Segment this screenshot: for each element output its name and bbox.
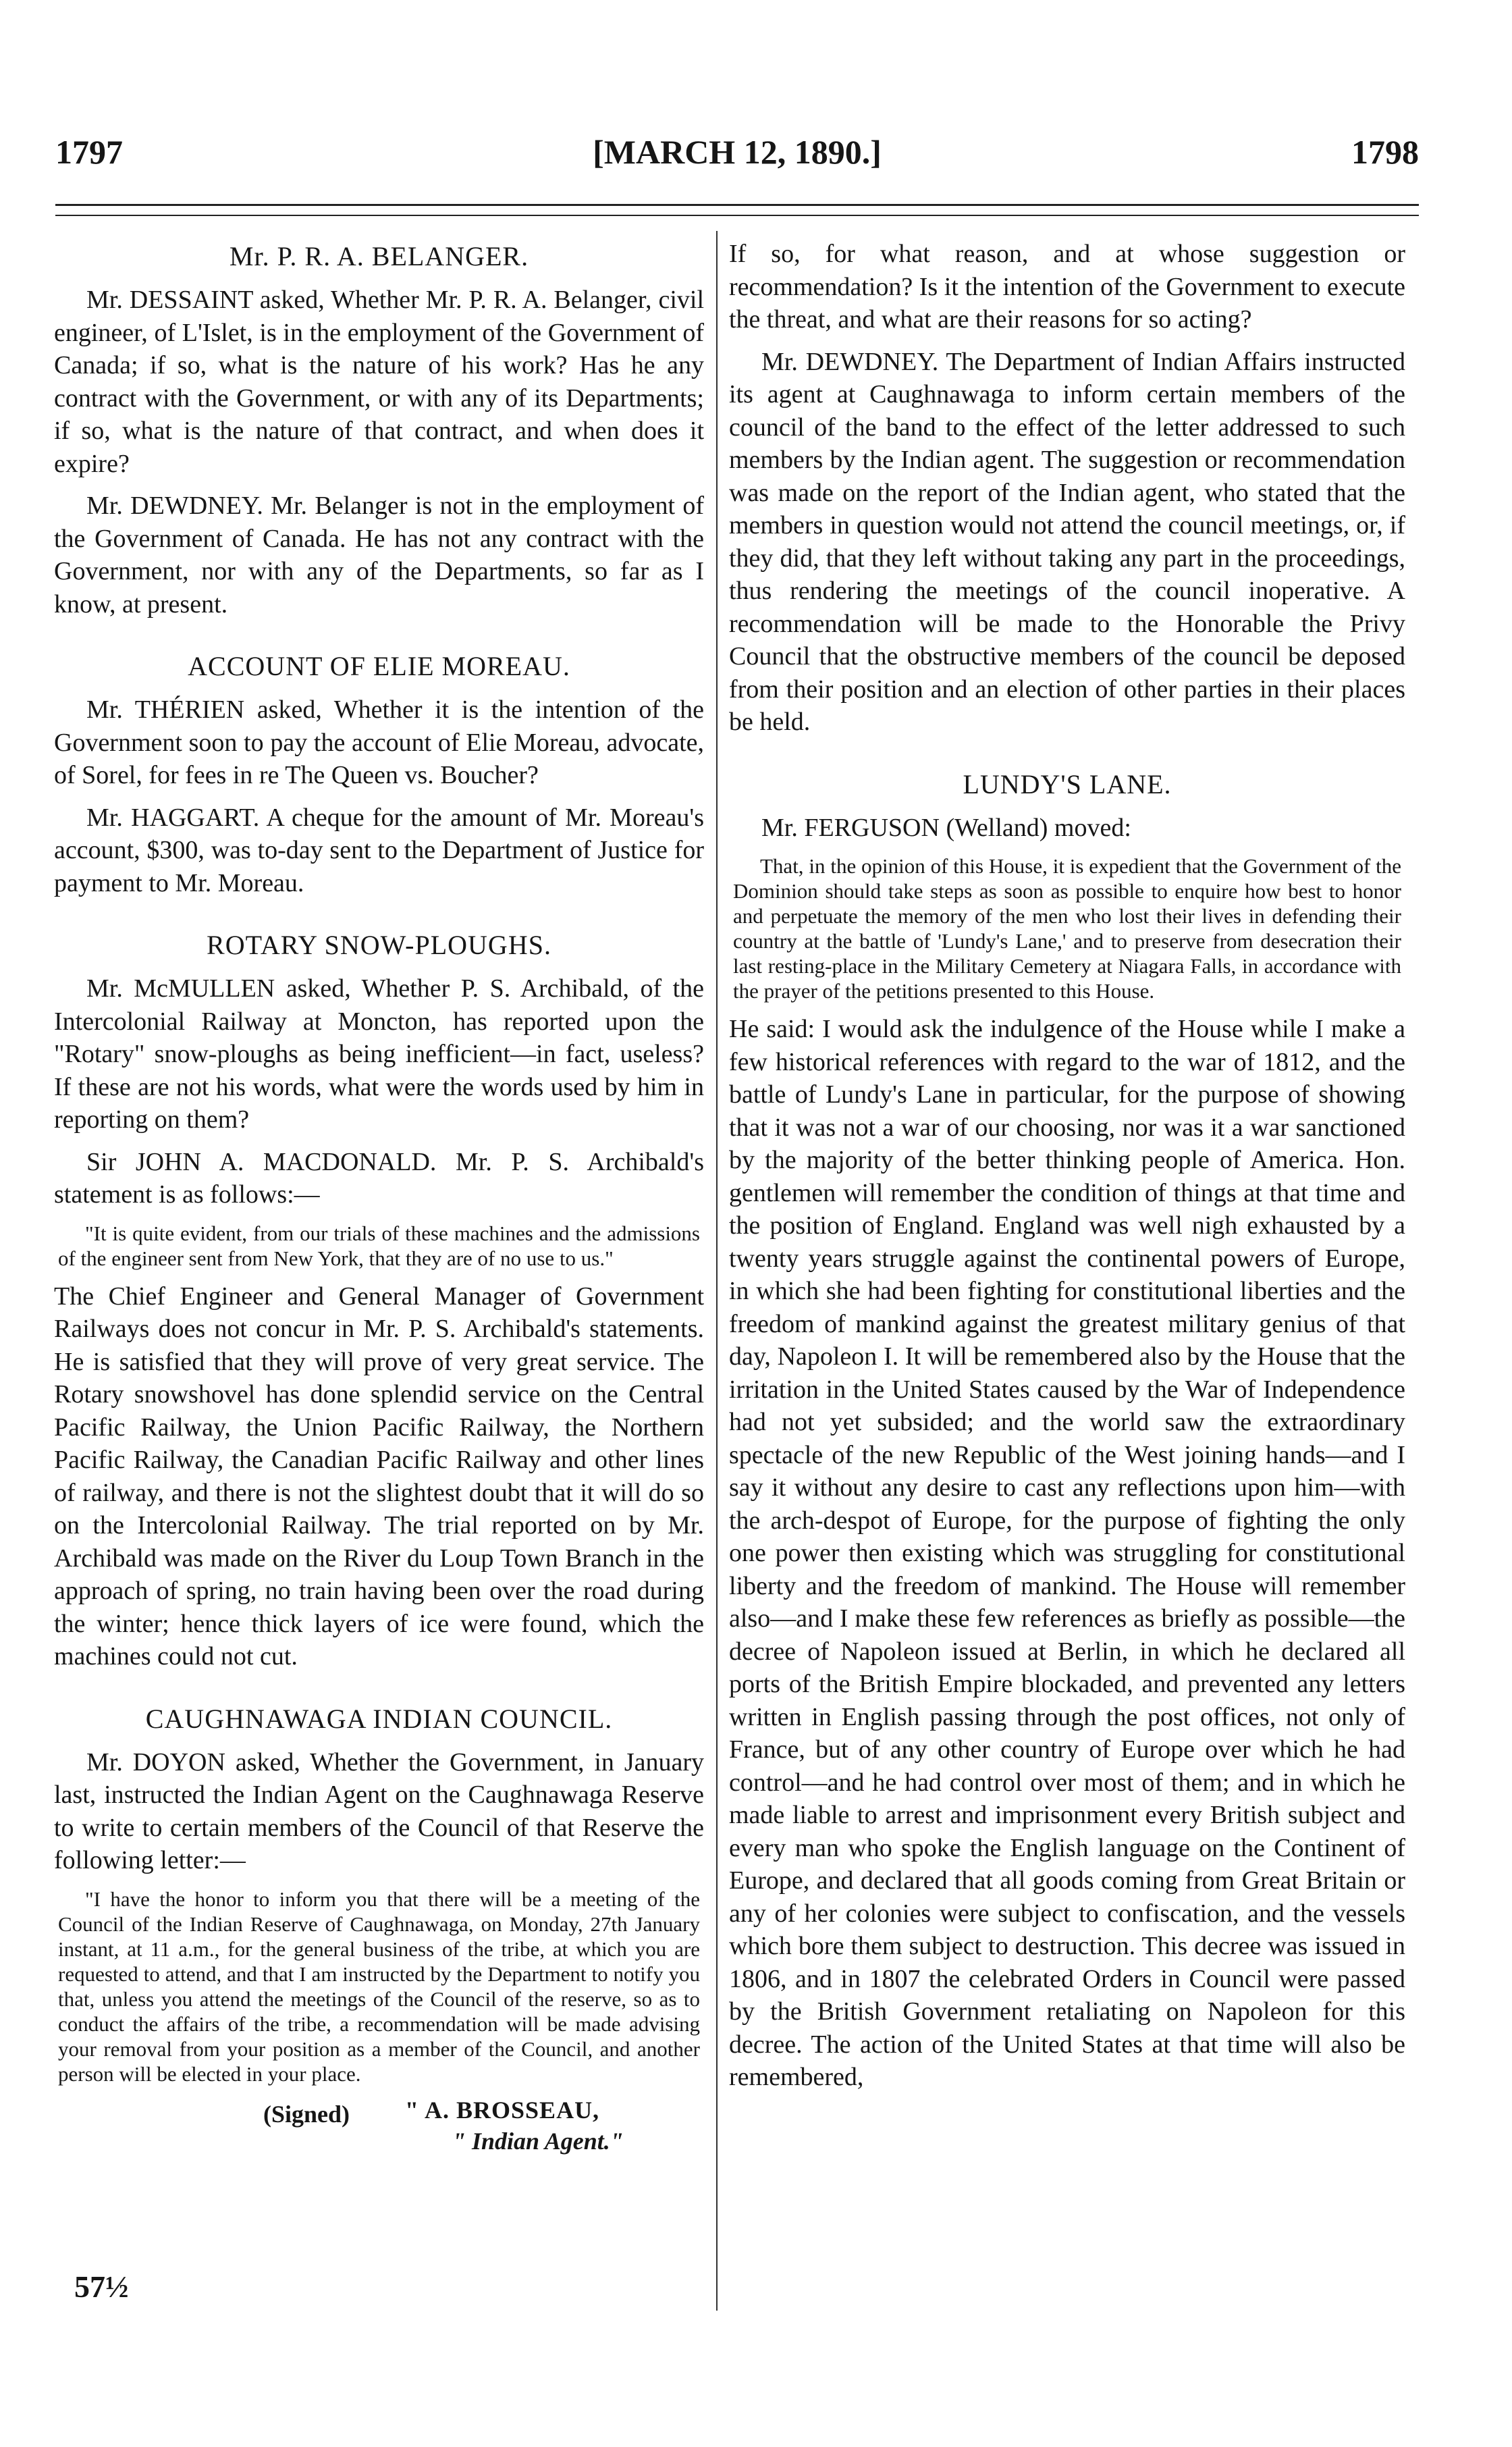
page-number-right: 1798	[1351, 133, 1419, 171]
page-number-left: 1797	[55, 133, 123, 171]
signatory-title: " Indian Agent."	[452, 2127, 624, 2155]
speech-paragraph: He said: I would ask the indulgence of the House while I make a few historical references with regard to the war of 1812, and the battle of Lundy's Lane in particular, for the purpose of showing that it was not a war of our choosing, nor was it a war sanctioned by the majority of the better thinking people of America. Hon. gentlemen will remember the condition of things at that time and the position of England. England was well nigh exhausted by a twenty years struggle against the continental powers of Europe, in which she had been fighting for constitutional liberties and the freedom of mankind against the greatest military genius of that day, Napoleon I. It will be remembered also by the House that the irritation in the United States caused by the War of Independence had not yet subsided; and the world saw the extraordinary spectacle of the new Republic of the West joining hands—and I say it without any desire to cast any reflections upon him—with the arch-despot of Europe, for the purpose of fighting the only one power then existing which was struggling for constitutional liberty and the freedom of mankind. The House will remember also—and I make these few references as briefly as possible—the decree of Napoleon issued at Berlin, in which he declared all ports of the British Empire blockaded, and prevented any letters written in English passing through the post offices, not only of France, but of any other country of Europe over which he had control—and he had control over most of them; and in which he made liable to arrest and imprisonment every British subject and every man who spoke the English language on the Continent of Europe, and declared that all goods coming from Great Britain or any of her colonies were subject to confiscation, and the vessels which bore them subject to destruction. This decree was issued in 1806, and in 1807 the celebrated Orders in Council were passed by the British Government retaliating on Napoleon for this decree. The action of the United States at that time will also be remembered,	[729, 1015, 1405, 2091]
answer-paragraph: Mr. HAGGART. A cheque for the amount of Mr. Moreau's account, $300, was to-day sent to the Department of Justice for payment to Mr. Moreau.	[54, 803, 704, 897]
question-continuation: If so, for what reason, and at whose suggestion or recommendation? Is it the intention of the Government to execute the threat, and what are their reasons for so acting?	[729, 240, 1405, 334]
motion-intro: Mr. FERGUSON (Welland) moved:	[761, 813, 1131, 842]
section-lundys-lane	[729, 766, 1405, 2094]
header-rule-top	[55, 204, 1419, 206]
quoted-letter: "I have the honor to inform you that there will be a meeting of the Council of the Indian Reserve of Caughnawaga, on Monday, 27th January instant, at 11 a.m., for the general business of the tribe, at which you are requested to attend, and that I am instructed by the Department to notify you that, unless you attend the meetings of the Council of the reserve, so as to conduct the affairs of the tribe, a recommendation will be made advising your removal from your position as a member of the Council, and another person will be elected in your place.	[58, 1887, 700, 2086]
answer-paragraph: Mr. DEWDNEY. Mr. Belanger is not in the employment of the Government of Canada. He has not any contract with the Government, nor with any of the Departments, so far as I know, at present.	[54, 492, 704, 619]
section-caughnawaga	[54, 1700, 704, 2170]
left-column	[54, 238, 704, 2170]
page-date-title: [MARCH 12, 1890.]	[593, 133, 882, 171]
answer-paragraph: Sir JOHN A. MACDONALD. Mr. P. S. Archibald's statement is as follows:—	[54, 1147, 704, 1209]
section-snow-ploughs	[54, 926, 704, 1673]
section-heading: CAUGHNAWAGA INDIAN COUNCIL.	[145, 1703, 613, 1734]
section-heading: ROTARY SNOW-PLOUGHS.	[207, 930, 551, 960]
right-column	[729, 238, 1405, 2103]
question-paragraph: Mr. DESSAINT asked, Whether Mr. P. R. A. Belanger, civil engineer, of L'Islet, is in the employment of the Government of Canada; if so, what is the nature of his work? Has he any contract with the Government, or with any of its Departments; if so, what is the nature of that contract, and when does it expire?	[54, 286, 704, 478]
section-heading: LUNDY'S LANE.	[963, 768, 1172, 799]
signed-label: (Signed)	[263, 2100, 350, 2128]
answer-paragraph: Mr. DEWDNEY. The Department of Indian Affairs instructed its agent at Caughnawaga to inform certain members of the council of the band to the effect of the letter addressed to such members by the Indian agent. The suggestion or recommendation was made on the report of the Indian agent, who stated that the members in question would not attend the council meetings, or, if they did, that they left without taking any part in the proceedings, thus rendering the meetings of the council inoperative. A recommendation will be made to the Honorable the Privy Council that the obstructive members of the council be deposed from their position and an election of other parties in their places be held.	[729, 347, 1405, 736]
column-divider	[716, 231, 718, 2311]
header-rule-bottom	[55, 215, 1419, 216]
question-paragraph: Mr. THÉRIEN asked, Whether it is the intention of the Government soon to pay the account of Elie Moreau, advocate, of Sorel, for fees in re The Queen vs. Boucher?	[54, 695, 704, 789]
letter-signature	[54, 2096, 704, 2170]
section-belanger	[54, 238, 704, 621]
section-heading: ACCOUNT OF ELIE MOREAU.	[188, 651, 570, 681]
section-moreau	[54, 648, 704, 899]
signatory-name: " A. BROSSEAU,	[405, 2096, 600, 2124]
question-paragraph: Mr. McMULLEN asked, Whether P. S. Archibald, of the Intercolonial Railway at Moncton, has reported upon the "Rotary" snow-ploughs as being inefficient—in fact, useless? If these are not his words, what were the words used by him in reporting on them?	[54, 974, 704, 1134]
quoted-statement: "It is quite evident, from our trials of these machines and the admissions of the engineer sent from New York, that they are of no use to us."	[58, 1221, 700, 1270]
page-header	[55, 132, 1419, 186]
question-paragraph: Mr. DOYON asked, Whether the Government, in January last, instructed the Indian Agent on the Caughnawaga Reserve to write to certain members of the Council of that Reserve the following letter:—	[54, 1747, 704, 1874]
section-heading: Mr. P. R. A. BELANGER.	[229, 241, 529, 271]
signature-folio: 57½	[74, 2269, 129, 2304]
answer-paragraph: The Chief Engineer and General Manager of Government Railways does not concur in Mr. P. S. Archibald's statements. He is satisfied that they will prove of very great service. The Rotary snowshovel has done splendid service on the Central Pacific Railway, the Union Pacific Railway, the Northern Pacific Railway, the Canadian Pacific Railway and other lines of railway, and there is not the slightest doubt that it will do so on the Intercolonial Railway. The trial reported on by Mr. Archibald was made on the River du Loup Town Branch in the approach of spring, no train having been over the road during the winter; hence thick layers of ice were found, which the machines could not cut.	[54, 1282, 704, 1670]
motion-text: That, in the opinion of this House, it is expedient that the Government of the Dominion should take steps as soon as possible to enquire how best to honor and perpetuate the memory of the men who lost their lives in defending their country at the battle of 'Lundy's Lane,' and to preserve from desecration their last resting-place in the Military Cemetery at Niagara Falls, in accordance with the prayer of the petitions presented to this House.	[733, 854, 1401, 1003]
